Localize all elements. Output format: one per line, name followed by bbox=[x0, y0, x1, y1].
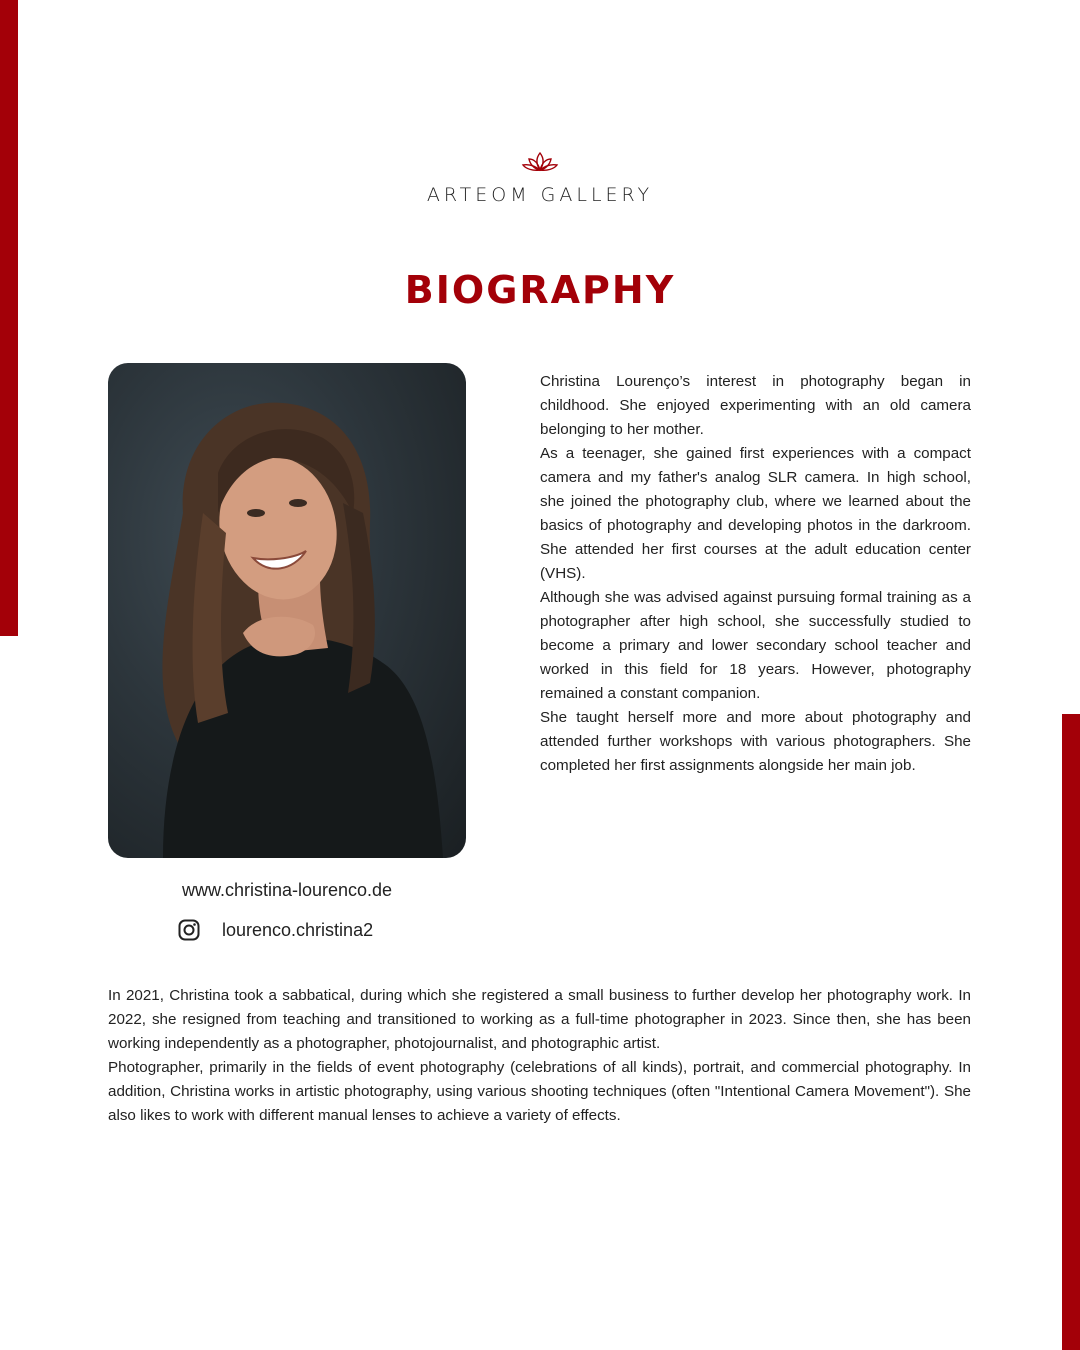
left-accent-bar bbox=[0, 0, 18, 636]
portrait-photo bbox=[108, 363, 466, 858]
biography-text bbox=[540, 370, 971, 778]
career-paragraph: In 2021, Christina took a sabbatical, during which she registered a small business to further develop her photography work. In 2022, she resigned from teaching and transitioned to working as a full-time photographer in 2023. Since then, she has been working independently as a photographer, photojournalist, and photographic artist. bbox=[108, 987, 971, 1052]
instagram-handle: lourenco.christina2 bbox=[222, 919, 374, 940]
bio-paragraph: Christina Lourenço’s interest in photography began in childhood. She enjoyed experimenting with an old camera belonging to her mother. bbox=[540, 373, 971, 438]
right-accent-bar bbox=[1062, 714, 1080, 1350]
instagram-link[interactable] bbox=[178, 917, 373, 943]
career-text bbox=[108, 984, 971, 1128]
bio-paragraph: As a teenager, she gained first experiences with a compact camera and my father's analog SLR camera. In high school, she joined the photography club, where we learned about the basics of photography and developing photos in the darkroom. She attended her first courses at the adult education center (VHS). bbox=[540, 445, 971, 582]
bio-paragraph: She taught herself more and more about photography and attended further workshops with various photographers. She completed her first assignments alongside her main job. bbox=[540, 709, 971, 774]
gallery-name: ARTEOM GALLERY bbox=[426, 184, 654, 206]
bio-paragraph: Although she was advised against pursuing formal training as a photographer after high school, she successfully studied to become a primary and lower secondary school teacher and worked in this field for 18 years. However, photography remained a constant companion. bbox=[540, 589, 971, 702]
lotus-icon bbox=[521, 150, 559, 174]
instagram-icon bbox=[178, 919, 200, 941]
page-title: BIOGRAPHY bbox=[404, 268, 676, 312]
career-paragraph: Photographer, primarily in the fields of event photography (celebrations of all kinds), portrait, and commercial photography. In addition, Christina works in artistic photography, using various shooting techniques (often "Intentional Camera Movement"). She also likes to work with different manual lenses to achieve a variety of effects. bbox=[108, 1059, 971, 1124]
website-link[interactable]: www.christina-lourenco.de bbox=[181, 880, 393, 900]
gallery-logo bbox=[0, 150, 1080, 206]
